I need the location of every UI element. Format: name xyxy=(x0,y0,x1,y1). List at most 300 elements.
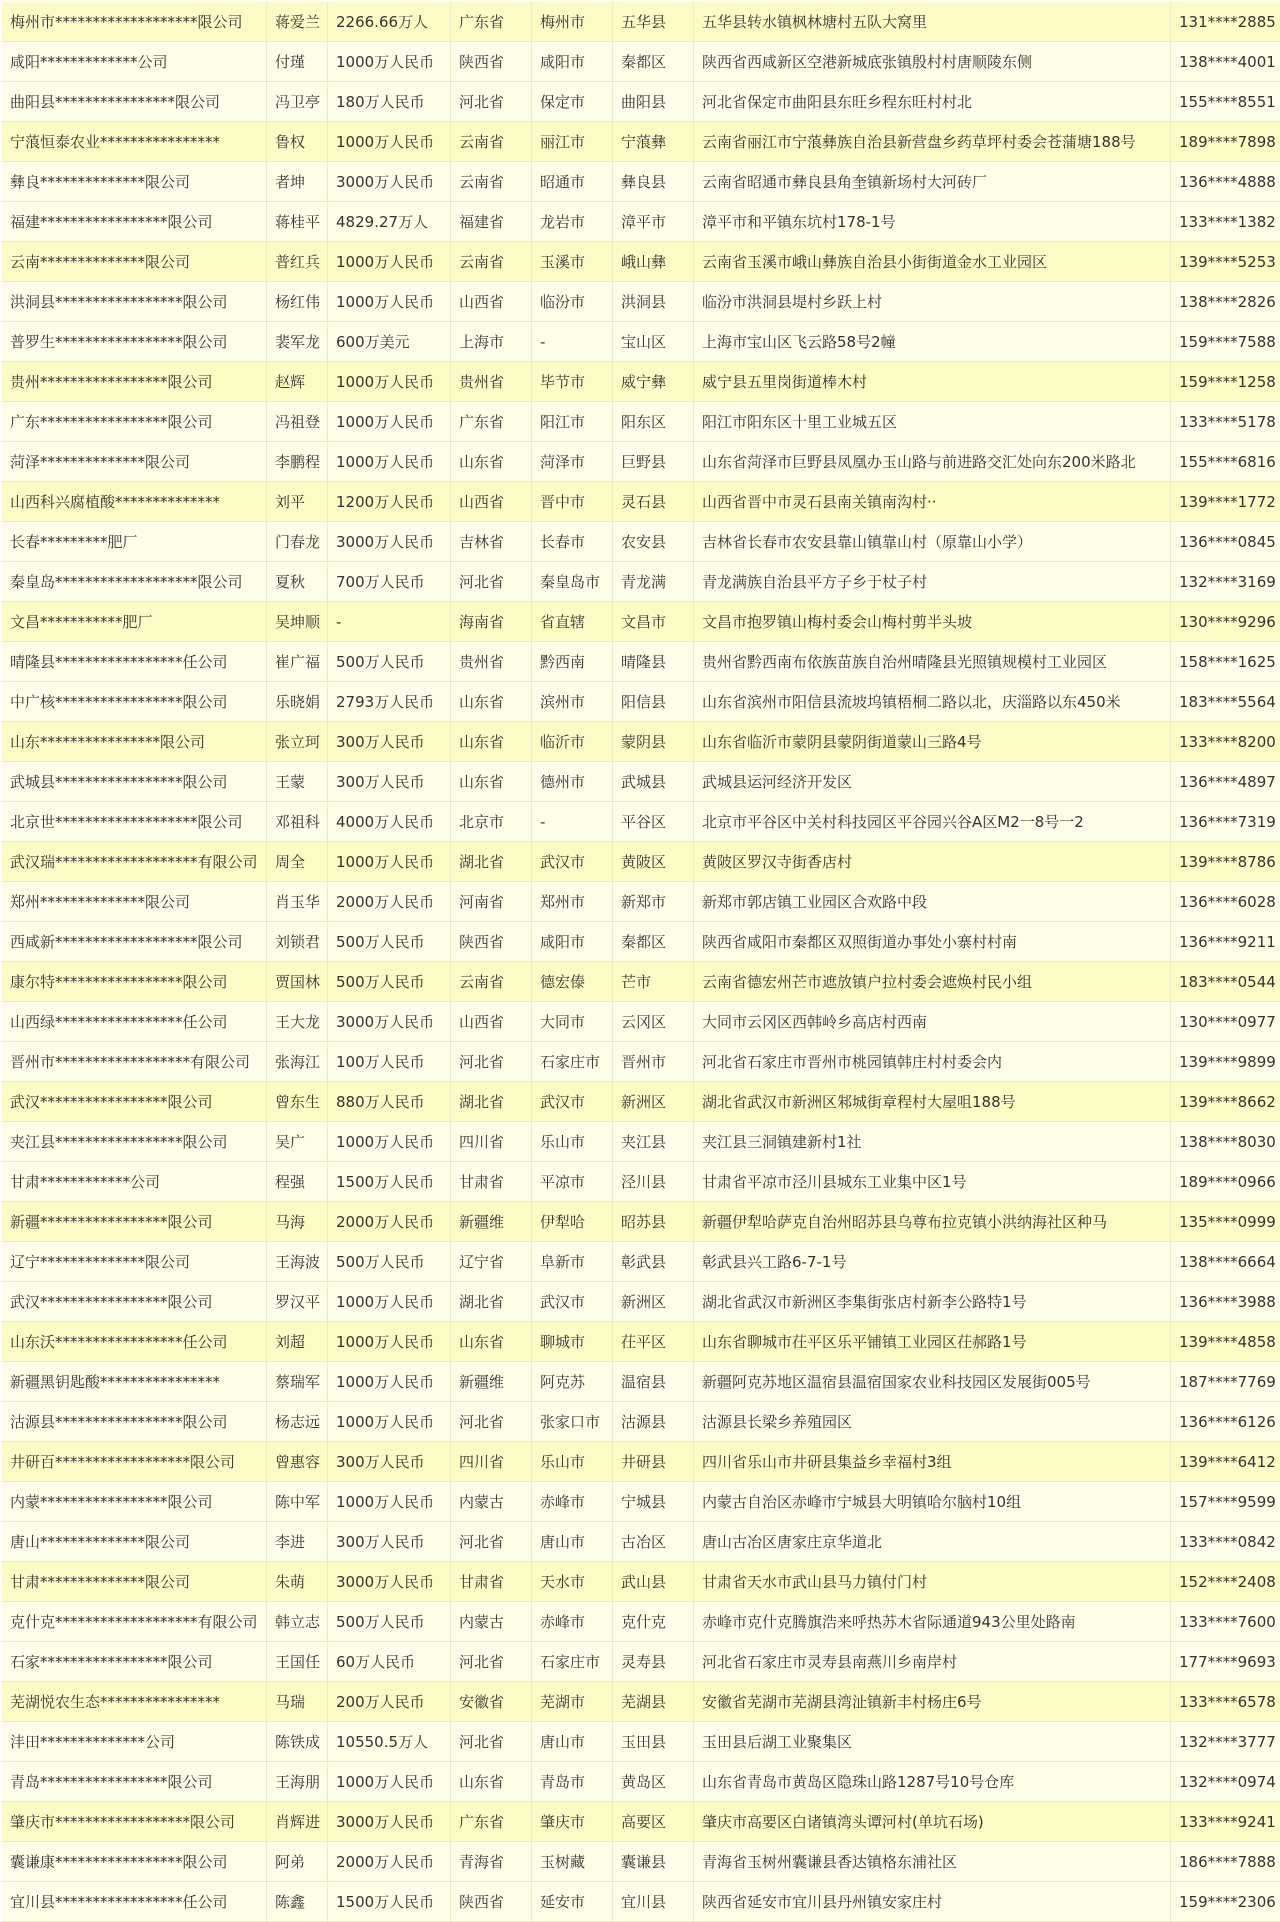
company-name-cell: 文昌***********肥厂 xyxy=(2,602,267,642)
company-name-cell: 菏泽**************限公司 xyxy=(2,442,267,482)
province-cell: 云南省 xyxy=(451,242,532,282)
district-cell: 威宁彝 xyxy=(613,362,694,402)
province-cell: 安徽省 xyxy=(451,1682,532,1722)
table-row xyxy=(2,162,1280,202)
address-cell: 漳平市和平镇东坑村178-1号 xyxy=(694,202,1171,242)
city-cell: 石家庄市 xyxy=(532,1642,613,1682)
phone-cell: 139****8662 xyxy=(1171,1082,1280,1122)
legal-rep-cell: 曾东生 xyxy=(267,1082,328,1122)
district-cell: 武城县 xyxy=(613,762,694,802)
company-name-cell: 云南**************限公司 xyxy=(2,242,267,282)
district-cell: 宁蒗彝 xyxy=(613,122,694,162)
table-row xyxy=(2,402,1280,442)
legal-rep-cell: 蒋爱兰 xyxy=(267,2,328,42)
registered-capital-cell: 1000万人民币 xyxy=(328,1362,451,1402)
address-cell: 河北省石家庄市晋州市桃园镇韩庄村村委会内 xyxy=(694,1042,1171,1082)
registered-capital-cell: 1000万人民币 xyxy=(328,1482,451,1522)
address-cell: 山西省晋中市灵石县南关镇南沟村·· xyxy=(694,482,1171,522)
legal-rep-cell: 陈铁成 xyxy=(267,1722,328,1762)
table-row xyxy=(2,202,1280,242)
registered-capital-cell: 600万美元 xyxy=(328,322,451,362)
city-cell: 晋中市 xyxy=(532,482,613,522)
company-table xyxy=(2,2,1280,1922)
phone-cell: 135****0999 xyxy=(1171,1202,1280,1242)
address-cell: 文昌市抱罗镇山梅村委会山梅村剪半头坡 xyxy=(694,602,1171,642)
province-cell: 吉林省 xyxy=(451,522,532,562)
legal-rep-cell: 者坤 xyxy=(267,162,328,202)
address-cell: 沽源县长梁乡养殖园区 xyxy=(694,1402,1171,1442)
address-cell: 山东省菏泽市巨野县凤凰办玉山路与前进路交汇处向东200米路北 xyxy=(694,442,1171,482)
table-row xyxy=(2,482,1280,522)
phone-cell: 136****9211 xyxy=(1171,922,1280,962)
registered-capital-cell: 300万人民币 xyxy=(328,762,451,802)
phone-cell: 139****4858 xyxy=(1171,1322,1280,1362)
company-name-cell: 曲阳县****************限公司 xyxy=(2,82,267,122)
phone-cell: 159****7588 xyxy=(1171,322,1280,362)
legal-rep-cell: 付瑾 xyxy=(267,42,328,82)
district-cell: 宝山区 xyxy=(613,322,694,362)
phone-cell: 136****0845 xyxy=(1171,522,1280,562)
phone-cell: 189****7898 xyxy=(1171,122,1280,162)
registered-capital-cell: 2000万人民币 xyxy=(328,882,451,922)
legal-rep-cell: 张海江 xyxy=(267,1042,328,1082)
table-row xyxy=(2,1202,1280,1242)
address-cell: 河北省保定市曲阳县东旺乡程东旺村村北 xyxy=(694,82,1171,122)
city-cell: 黔西南 xyxy=(532,642,613,682)
company-name-cell: 普罗生*****************限公司 xyxy=(2,322,267,362)
province-cell: 山东省 xyxy=(451,1762,532,1802)
city-cell: 伊犁哈 xyxy=(532,1202,613,1242)
phone-cell: 159****2306 xyxy=(1171,1882,1280,1922)
company-name-cell: 武汉*****************限公司 xyxy=(2,1082,267,1122)
province-cell: 山东省 xyxy=(451,682,532,722)
district-cell: 秦都区 xyxy=(613,922,694,962)
province-cell: 山东省 xyxy=(451,762,532,802)
company-name-cell: 宁蒗恒泰农业**************** xyxy=(2,122,267,162)
registered-capital-cell: 300万人民币 xyxy=(328,722,451,762)
city-cell: 菏泽市 xyxy=(532,442,613,482)
company-name-cell: 沽源县*****************限公司 xyxy=(2,1402,267,1442)
phone-cell: 136****3988 xyxy=(1171,1282,1280,1322)
address-cell: 大同市云冈区西韩岭乡高店村西南 xyxy=(694,1002,1171,1042)
district-cell: 漳平市 xyxy=(613,202,694,242)
address-cell: 威宁县五里岗街道棒木村 xyxy=(694,362,1171,402)
legal-rep-cell: 冯卫亭 xyxy=(267,82,328,122)
district-cell: 昭苏县 xyxy=(613,1202,694,1242)
registered-capital-cell: 1500万人民币 xyxy=(328,1882,451,1922)
legal-rep-cell: 杨志远 xyxy=(267,1402,328,1442)
company-name-cell: 石家*****************限公司 xyxy=(2,1642,267,1682)
city-cell: 玉溪市 xyxy=(532,242,613,282)
table-row xyxy=(2,1642,1280,1682)
province-cell: 陕西省 xyxy=(451,1882,532,1922)
city-cell: 保定市 xyxy=(532,82,613,122)
province-cell: 湖北省 xyxy=(451,1082,532,1122)
phone-cell: 136****6126 xyxy=(1171,1402,1280,1442)
phone-cell: 177****9693 xyxy=(1171,1642,1280,1682)
city-cell: 石家庄市 xyxy=(532,1042,613,1082)
company-name-cell: 武汉瑞*******************有限公司 xyxy=(2,842,267,882)
phone-cell: 183****0544 xyxy=(1171,962,1280,1002)
phone-cell: 155****8551 xyxy=(1171,82,1280,122)
address-cell: 阳江市阳东区十里工业城五区 xyxy=(694,402,1171,442)
phone-cell: 138****8030 xyxy=(1171,1122,1280,1162)
province-cell: 山东省 xyxy=(451,1322,532,1362)
legal-rep-cell: 王海朋 xyxy=(267,1762,328,1802)
legal-rep-cell: 赵辉 xyxy=(267,362,328,402)
table-row xyxy=(2,682,1280,722)
company-name-cell: 山东****************限公司 xyxy=(2,722,267,762)
table-row xyxy=(2,882,1280,922)
address-cell: 云南省德宏州芒市遮放镇户拉村委会遮焕村民小组 xyxy=(694,962,1171,1002)
registered-capital-cell: 3000万人民币 xyxy=(328,1562,451,1602)
district-cell: 沽源县 xyxy=(613,1402,694,1442)
phone-cell: 133****6578 xyxy=(1171,1682,1280,1722)
registered-capital-cell: 1000万人民币 xyxy=(328,402,451,442)
legal-rep-cell: 李进 xyxy=(267,1522,328,1562)
company-name-cell: 武城县*****************限公司 xyxy=(2,762,267,802)
company-name-cell: 夹江县*****************限公司 xyxy=(2,1122,267,1162)
province-cell: 陕西省 xyxy=(451,922,532,962)
city-cell: 昭通市 xyxy=(532,162,613,202)
address-cell: 新疆阿克苏地区温宿县温宿国家农业科技园区发展街005号 xyxy=(694,1362,1171,1402)
city-cell: 乐山市 xyxy=(532,1442,613,1482)
address-cell: 五华县转水镇枫林塘村五队大窝里 xyxy=(694,2,1171,42)
address-cell: 河北省石家庄市灵寿县南燕川乡南岸村 xyxy=(694,1642,1171,1682)
province-cell: 河北省 xyxy=(451,1642,532,1682)
registered-capital-cell: 1000万人民币 xyxy=(328,242,451,282)
address-cell: 陕西省延安市宜川县丹州镇安家庄村 xyxy=(694,1882,1171,1922)
phone-cell: 138****6664 xyxy=(1171,1242,1280,1282)
legal-rep-cell: 邓祖科 xyxy=(267,802,328,842)
district-cell: 峨山彝 xyxy=(613,242,694,282)
registered-capital-cell: 4829.27万人 xyxy=(328,202,451,242)
city-cell: 平凉市 xyxy=(532,1162,613,1202)
district-cell: 蒙阴县 xyxy=(613,722,694,762)
city-cell: 阳江市 xyxy=(532,402,613,442)
province-cell: 内蒙古 xyxy=(451,1482,532,1522)
address-cell: 青海省玉树州囊谦县香达镇格东浦社区 xyxy=(694,1842,1171,1882)
address-cell: 安徽省芜湖市芜湖县湾沚镇新丰村杨庄6号 xyxy=(694,1682,1171,1722)
company-name-cell: 甘肃**************限公司 xyxy=(2,1562,267,1602)
table-row xyxy=(2,1602,1280,1642)
phone-cell: 132****3169 xyxy=(1171,562,1280,602)
province-cell: 内蒙古 xyxy=(451,1602,532,1642)
city-cell: 张家口市 xyxy=(532,1402,613,1442)
registered-capital-cell: - xyxy=(328,602,451,642)
table-row xyxy=(2,602,1280,642)
table-row xyxy=(2,282,1280,322)
company-name-cell: 芜湖悦农生态**************** xyxy=(2,1682,267,1722)
registered-capital-cell: 500万人民币 xyxy=(328,1242,451,1282)
address-cell: 赤峰市克什克腾旗浩来呼热苏木省际通道943公里处路南 xyxy=(694,1602,1171,1642)
district-cell: 灵石县 xyxy=(613,482,694,522)
legal-rep-cell: 王海波 xyxy=(267,1242,328,1282)
province-cell: 福建省 xyxy=(451,202,532,242)
phone-cell: 152****2408 xyxy=(1171,1562,1280,1602)
address-cell: 贵州省黔西南布依族苗族自治州晴隆县光照镇规模村工业园区 xyxy=(694,642,1171,682)
registered-capital-cell: 60万人民币 xyxy=(328,1642,451,1682)
phone-cell: 139****5253 xyxy=(1171,242,1280,282)
company-name-cell: 山东沃*****************任公司 xyxy=(2,1322,267,1362)
table-row xyxy=(2,122,1280,162)
company-name-cell: 西咸新*******************限公司 xyxy=(2,922,267,962)
phone-cell: 183****5564 xyxy=(1171,682,1280,722)
address-cell: 武城县运河经济开发区 xyxy=(694,762,1171,802)
city-cell: 赤峰市 xyxy=(532,1602,613,1642)
province-cell: 河南省 xyxy=(451,882,532,922)
legal-rep-cell: 王国任 xyxy=(267,1642,328,1682)
legal-rep-cell: 杨红伟 xyxy=(267,282,328,322)
table-row xyxy=(2,522,1280,562)
province-cell: 山西省 xyxy=(451,1002,532,1042)
legal-rep-cell: 罗汉平 xyxy=(267,1282,328,1322)
phone-cell: 187****7769 xyxy=(1171,1362,1280,1402)
province-cell: 山西省 xyxy=(451,482,532,522)
province-cell: 北京市 xyxy=(451,802,532,842)
address-cell: 新疆伊犁哈萨克自治州昭苏县乌尊布拉克镇小洪纳海社区种马 xyxy=(694,1202,1171,1242)
registered-capital-cell: 500万人民币 xyxy=(328,642,451,682)
city-cell: - xyxy=(532,322,613,362)
legal-rep-cell: 王蒙 xyxy=(267,762,328,802)
company-name-cell: 山西科兴腐植酸************** xyxy=(2,482,267,522)
company-name-cell: 中广核*****************限公司 xyxy=(2,682,267,722)
district-cell: 宁城县 xyxy=(613,1482,694,1522)
address-cell: 山东省临沂市蒙阴县蒙阴街道蒙山三路4号 xyxy=(694,722,1171,762)
company-name-cell: 北京世*******************限公司 xyxy=(2,802,267,842)
registered-capital-cell: 1000万人民币 xyxy=(328,122,451,162)
company-name-cell: 克什克*******************有限公司 xyxy=(2,1602,267,1642)
district-cell: 芒市 xyxy=(613,962,694,1002)
province-cell: 河北省 xyxy=(451,1402,532,1442)
district-cell: 黄岛区 xyxy=(613,1762,694,1802)
district-cell: 晋州市 xyxy=(613,1042,694,1082)
table-row xyxy=(2,842,1280,882)
table-row xyxy=(2,802,1280,842)
city-cell: 咸阳市 xyxy=(532,922,613,962)
province-cell: 广东省 xyxy=(451,1802,532,1842)
city-cell: 肇庆市 xyxy=(532,1802,613,1842)
city-cell: 长春市 xyxy=(532,522,613,562)
legal-rep-cell: 程强 xyxy=(267,1162,328,1202)
address-cell: 彰武县兴工路6-7-1号 xyxy=(694,1242,1171,1282)
district-cell: 井研县 xyxy=(613,1442,694,1482)
legal-rep-cell: 刘锁君 xyxy=(267,922,328,962)
registered-capital-cell: 300万人民币 xyxy=(328,1442,451,1482)
phone-cell: 139****6412 xyxy=(1171,1442,1280,1482)
province-cell: 辽宁省 xyxy=(451,1242,532,1282)
company-name-cell: 咸阳*************公司 xyxy=(2,42,267,82)
table-row xyxy=(2,442,1280,482)
city-cell: - xyxy=(532,802,613,842)
table-row xyxy=(2,2,1280,42)
phone-cell: 131****2885 xyxy=(1171,2,1280,42)
city-cell: 延安市 xyxy=(532,1882,613,1922)
province-cell: 河北省 xyxy=(451,562,532,602)
district-cell: 五华县 xyxy=(613,2,694,42)
province-cell: 山西省 xyxy=(451,282,532,322)
phone-cell: 132****0974 xyxy=(1171,1762,1280,1802)
legal-rep-cell: 蔡瑞军 xyxy=(267,1362,328,1402)
legal-rep-cell: 马瑞 xyxy=(267,1682,328,1722)
registered-capital-cell: 1000万人民币 xyxy=(328,42,451,82)
company-name-cell: 彝良**************限公司 xyxy=(2,162,267,202)
address-cell: 吉林省长春市农安县靠山镇靠山村（原靠山小学） xyxy=(694,522,1171,562)
district-cell: 囊谦县 xyxy=(613,1842,694,1882)
phone-cell: 132****3777 xyxy=(1171,1722,1280,1762)
city-cell: 青岛市 xyxy=(532,1762,613,1802)
city-cell: 武汉市 xyxy=(532,842,613,882)
legal-rep-cell: 吴广 xyxy=(267,1122,328,1162)
province-cell: 新疆维 xyxy=(451,1362,532,1402)
address-cell: 云南省玉溪市峨山彝族自治县小街街道金水工业园区 xyxy=(694,242,1171,282)
district-cell: 宜川县 xyxy=(613,1882,694,1922)
registered-capital-cell: 4000万人民币 xyxy=(328,802,451,842)
province-cell: 云南省 xyxy=(451,162,532,202)
address-cell: 内蒙古自治区赤峰市宁城县大明镇哈尔脑村10组 xyxy=(694,1482,1171,1522)
address-cell: 山东省青岛市黄岛区隐珠山路1287号10号仓库 xyxy=(694,1762,1171,1802)
legal-rep-cell: 马海 xyxy=(267,1202,328,1242)
table-row xyxy=(2,922,1280,962)
province-cell: 青海省 xyxy=(451,1842,532,1882)
phone-cell: 155****6816 xyxy=(1171,442,1280,482)
province-cell: 上海市 xyxy=(451,322,532,362)
company-name-cell: 武汉*****************限公司 xyxy=(2,1282,267,1322)
district-cell: 青龙满 xyxy=(613,562,694,602)
table-row xyxy=(2,1402,1280,1442)
company-name-cell: 康尔特*****************限公司 xyxy=(2,962,267,1002)
phone-cell: 133****0842 xyxy=(1171,1522,1280,1562)
table-row xyxy=(2,962,1280,1002)
registered-capital-cell: 1200万人民币 xyxy=(328,482,451,522)
province-cell: 山东省 xyxy=(451,442,532,482)
district-cell: 彰武县 xyxy=(613,1242,694,1282)
table-row xyxy=(2,1162,1280,1202)
company-name-cell: 秦皇岛*******************限公司 xyxy=(2,562,267,602)
address-cell: 湖北省武汉市新洲区邾城街章程村大屋咀188号 xyxy=(694,1082,1171,1122)
address-cell: 肇庆市高要区白诸镇湾头谭河村(单坑石场) xyxy=(694,1802,1171,1842)
table-row xyxy=(2,1842,1280,1882)
legal-rep-cell: 陈鑫 xyxy=(267,1882,328,1922)
address-cell: 青龙满族自治县平方子乡于杖子村 xyxy=(694,562,1171,602)
registered-capital-cell: 500万人民币 xyxy=(328,922,451,962)
legal-rep-cell: 陈中军 xyxy=(267,1482,328,1522)
province-cell: 新疆维 xyxy=(451,1202,532,1242)
phone-cell: 136****6028 xyxy=(1171,882,1280,922)
district-cell: 新郑市 xyxy=(613,882,694,922)
address-cell: 临汾市洪洞县堤村乡跃上村 xyxy=(694,282,1171,322)
district-cell: 灵寿县 xyxy=(613,1642,694,1682)
company-name-cell: 晴隆县*****************任公司 xyxy=(2,642,267,682)
address-cell: 甘肃省天水市武山县马力镇付门村 xyxy=(694,1562,1171,1602)
district-cell: 秦都区 xyxy=(613,42,694,82)
province-cell: 山东省 xyxy=(451,722,532,762)
phone-cell: 138****4001 xyxy=(1171,42,1280,82)
company-name-cell: 肇庆市******************限公司 xyxy=(2,1802,267,1842)
table-row xyxy=(2,362,1280,402)
company-name-cell: 梅州市*******************限公司 xyxy=(2,2,267,42)
city-cell: 梅州市 xyxy=(532,2,613,42)
registered-capital-cell: 500万人民币 xyxy=(328,1602,451,1642)
address-cell: 云南省昭通市彝良县角奎镇新场村大河砖厂 xyxy=(694,162,1171,202)
phone-cell: 130****0977 xyxy=(1171,1002,1280,1042)
district-cell: 曲阳县 xyxy=(613,82,694,122)
district-cell: 武山县 xyxy=(613,1562,694,1602)
legal-rep-cell: 普红兵 xyxy=(267,242,328,282)
city-cell: 武汉市 xyxy=(532,1282,613,1322)
phone-cell: 139****1772 xyxy=(1171,482,1280,522)
company-name-cell: 内蒙*****************限公司 xyxy=(2,1482,267,1522)
district-cell: 晴隆县 xyxy=(613,642,694,682)
table-row xyxy=(2,1562,1280,1602)
registered-capital-cell: 1000万人民币 xyxy=(328,1402,451,1442)
company-table-body xyxy=(2,2,1280,1922)
city-cell: 芜湖市 xyxy=(532,1682,613,1722)
legal-rep-cell: 曾惠容 xyxy=(267,1442,328,1482)
phone-cell: 136****7319 xyxy=(1171,802,1280,842)
registered-capital-cell: 1500万人民币 xyxy=(328,1162,451,1202)
registered-capital-cell: 1000万人民币 xyxy=(328,362,451,402)
registered-capital-cell: 3000万人民币 xyxy=(328,1802,451,1842)
district-cell: 平谷区 xyxy=(613,802,694,842)
registered-capital-cell: 2000万人民币 xyxy=(328,1842,451,1882)
company-name-cell: 新疆*****************限公司 xyxy=(2,1202,267,1242)
province-cell: 河北省 xyxy=(451,1522,532,1562)
phone-cell: 139****9899 xyxy=(1171,1042,1280,1082)
company-name-cell: 青岛*****************限公司 xyxy=(2,1762,267,1802)
legal-rep-cell: 李鹏程 xyxy=(267,442,328,482)
district-cell: 芜湖县 xyxy=(613,1682,694,1722)
legal-rep-cell: 冯祖登 xyxy=(267,402,328,442)
legal-rep-cell: 刘平 xyxy=(267,482,328,522)
company-name-cell: 山西绿*****************任公司 xyxy=(2,1002,267,1042)
table-row xyxy=(2,322,1280,362)
registered-capital-cell: 1000万人民币 xyxy=(328,282,451,322)
province-cell: 四川省 xyxy=(451,1442,532,1482)
registered-capital-cell: 1000万人民币 xyxy=(328,1282,451,1322)
company-name-cell: 洪洞县*****************限公司 xyxy=(2,282,267,322)
city-cell: 滨州市 xyxy=(532,682,613,722)
district-cell: 阳信县 xyxy=(613,682,694,722)
city-cell: 乐山市 xyxy=(532,1122,613,1162)
registered-capital-cell: 100万人民币 xyxy=(328,1042,451,1082)
company-name-cell: 井研百******************限公司 xyxy=(2,1442,267,1482)
city-cell: 阜新市 xyxy=(532,1242,613,1282)
registered-capital-cell: 3000万人民币 xyxy=(328,522,451,562)
registered-capital-cell: 1000万人民币 xyxy=(328,1322,451,1362)
registered-capital-cell: 1000万人民币 xyxy=(328,1762,451,1802)
legal-rep-cell: 王大龙 xyxy=(267,1002,328,1042)
registered-capital-cell: 700万人民币 xyxy=(328,562,451,602)
province-cell: 云南省 xyxy=(451,962,532,1002)
legal-rep-cell: 崔广福 xyxy=(267,642,328,682)
registered-capital-cell: 300万人民币 xyxy=(328,1522,451,1562)
company-name-cell: 广东*****************限公司 xyxy=(2,402,267,442)
phone-cell: 158****1625 xyxy=(1171,642,1280,682)
table-row xyxy=(2,1682,1280,1722)
phone-cell: 136****4888 xyxy=(1171,162,1280,202)
city-cell: 丽江市 xyxy=(532,122,613,162)
table-row xyxy=(2,642,1280,682)
province-cell: 广东省 xyxy=(451,402,532,442)
province-cell: 广东省 xyxy=(451,2,532,42)
table-row xyxy=(2,562,1280,602)
city-cell: 唐山市 xyxy=(532,1522,613,1562)
table-row xyxy=(2,1002,1280,1042)
table-row xyxy=(2,1722,1280,1762)
province-cell: 河北省 xyxy=(451,1042,532,1082)
address-cell: 云南省丽江市宁蒗彝族自治县新营盘乡药草坪村委会苍蒲塘188号 xyxy=(694,122,1171,162)
